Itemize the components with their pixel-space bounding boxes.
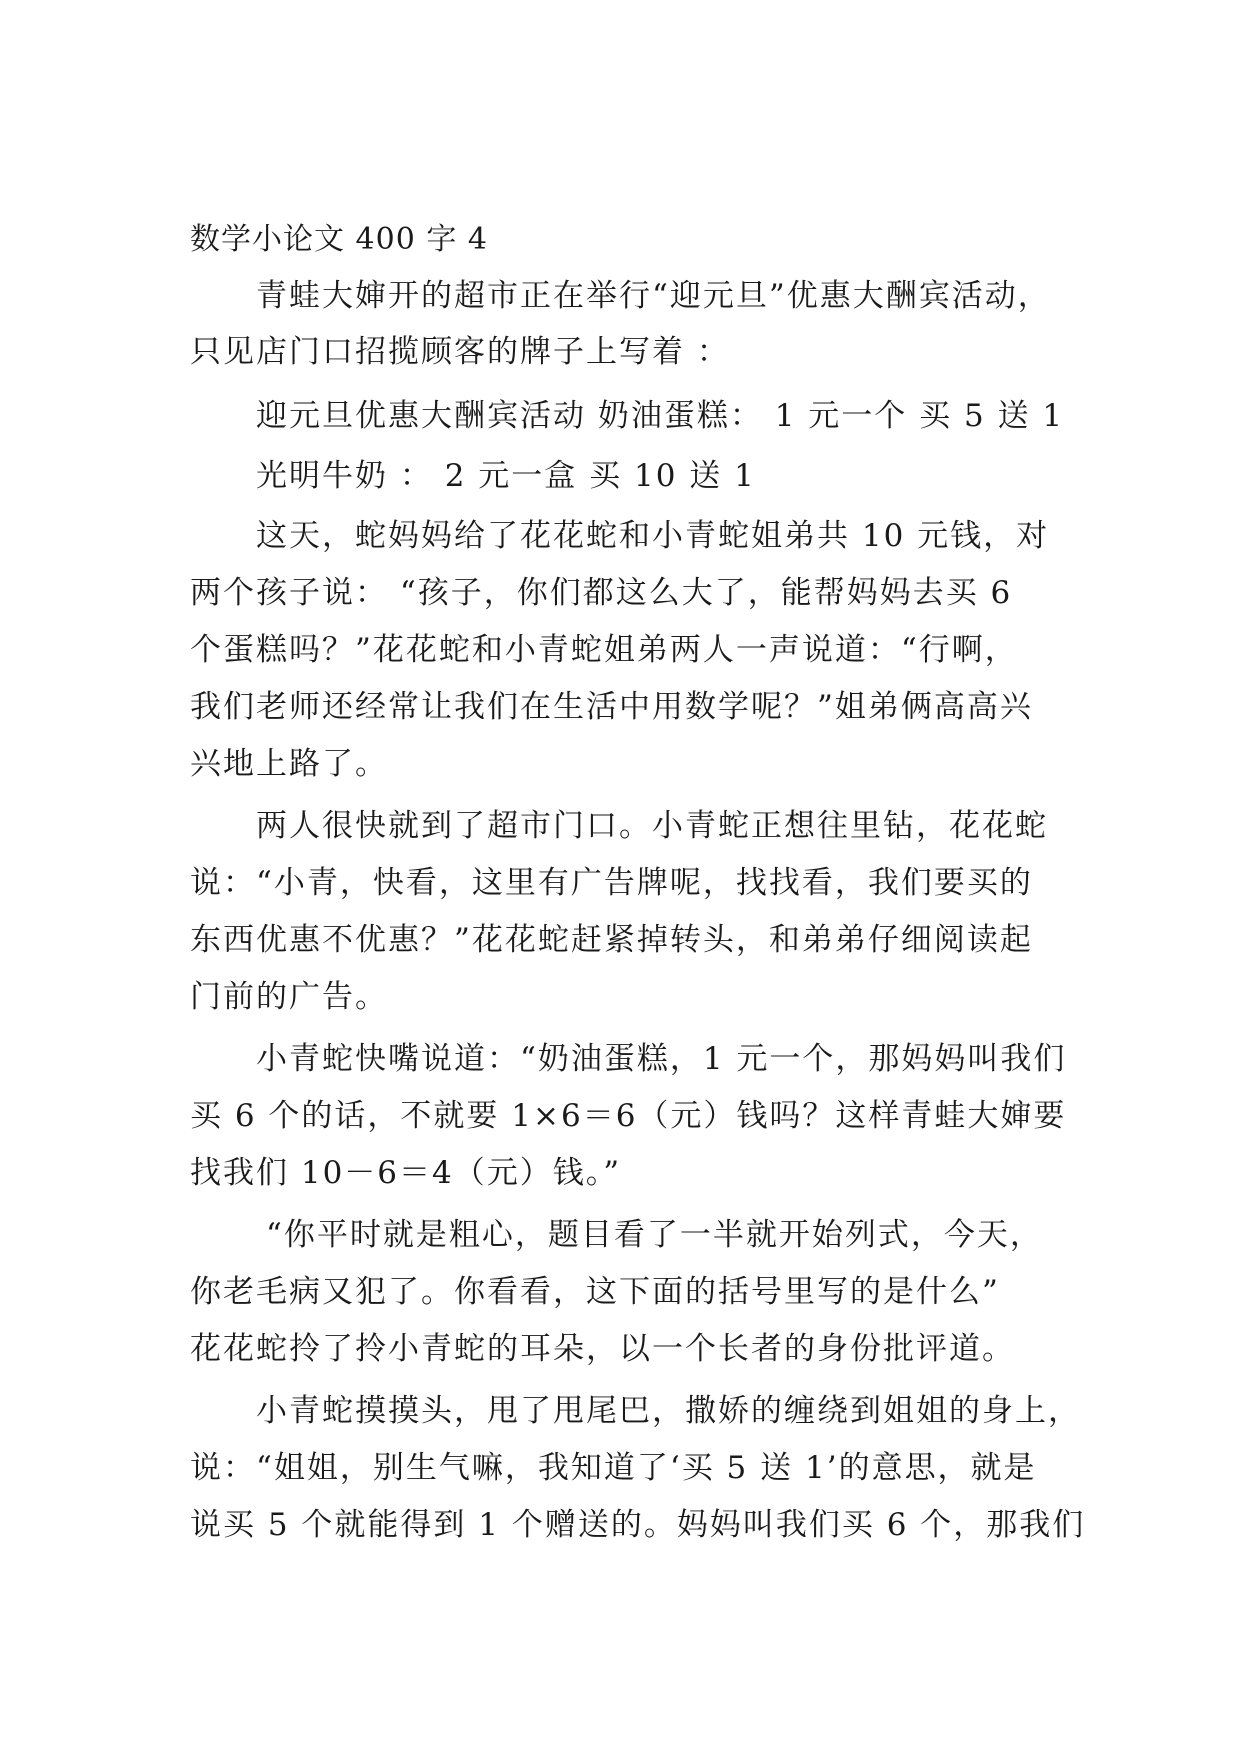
document-title: 数学小论文 400 字 4 — [190, 222, 488, 257]
paragraph-line: 东西优惠不优惠？”花花蛇赶紧掉转头，和弟弟仔细阅读起 — [190, 922, 1033, 958]
paragraph-line: 两个孩子说： “孩子，你们都这么大了，能帮妈妈去买 6 — [190, 575, 1013, 611]
paragraph-line: 找我们 10－6＝4（元）钱。” — [190, 1155, 622, 1191]
paragraph-line: 小青蛇快嘴说道：“奶油蛋糕，1 元一个，那妈妈叫我们 — [256, 1041, 1067, 1077]
paragraph-line: 买 6 个的话，不就要 1×6＝6（元）钱吗？这样青蛙大婶要 — [190, 1098, 1067, 1134]
paragraph-line: 花花蛇拎了拎小青蛇的耳朵，以一个长者的身份批评道。 — [190, 1331, 1015, 1367]
paragraph-line: 个蛋糕吗？”花花蛇和小青蛇姐弟两人一声说道：“行啊， — [190, 632, 1018, 668]
paragraph-line: 小青蛇摸摸头，甩了甩尾巴，撒娇的缠绕到姐姐的身上， — [256, 1393, 1081, 1429]
paragraph-line: “你平时就是粗心，题目看了一半就开始列式，今天， — [266, 1217, 1043, 1253]
paragraph-line: 我们老师还经常让我们在生活中用数学呢？”姐弟俩高高兴 — [190, 689, 1033, 725]
paragraph-line: 兴地上路了。 — [190, 746, 388, 782]
paragraph-line: 你老毛病又犯了。你看看，这下面的括号里写的是什么” — [190, 1274, 1000, 1310]
paragraph-line: 说：“小青，快看，这里有广告牌呢，找找看，我们要买的 — [190, 865, 1033, 901]
paragraph-line: 迎元旦优惠大酬宾活动 奶油蛋糕： 1 元一个 买 5 送 1 — [256, 398, 1065, 434]
paragraph-line: 只见店门口招揽顾客的牌子上写着 ： — [190, 334, 730, 370]
paragraph-line: 说买 5 个就能得到 1 个赠送的。妈妈叫我们买 6 个，那我们 — [190, 1507, 1086, 1543]
paragraph-line: 光明牛奶 ： 2 元一盒 买 10 送 1 — [256, 458, 756, 494]
paragraph-line: 青蛙大婶开的超市正在举行“迎元旦”优惠大酬宾活动， — [256, 278, 1051, 314]
paragraph-line: 说：“姐姐，别生气嘛，我知道了‘买 5 送 1’的意思，就是 — [190, 1450, 1037, 1486]
paragraph-line: 这天，蛇妈妈给了花花蛇和小青蛇姐弟共 10 元钱，对 — [256, 518, 1050, 554]
paragraph-line: 两人很快就到了超市门口。小青蛇正想往里钻，花花蛇 — [256, 808, 1048, 844]
paragraph-line: 门前的广告。 — [190, 979, 388, 1015]
